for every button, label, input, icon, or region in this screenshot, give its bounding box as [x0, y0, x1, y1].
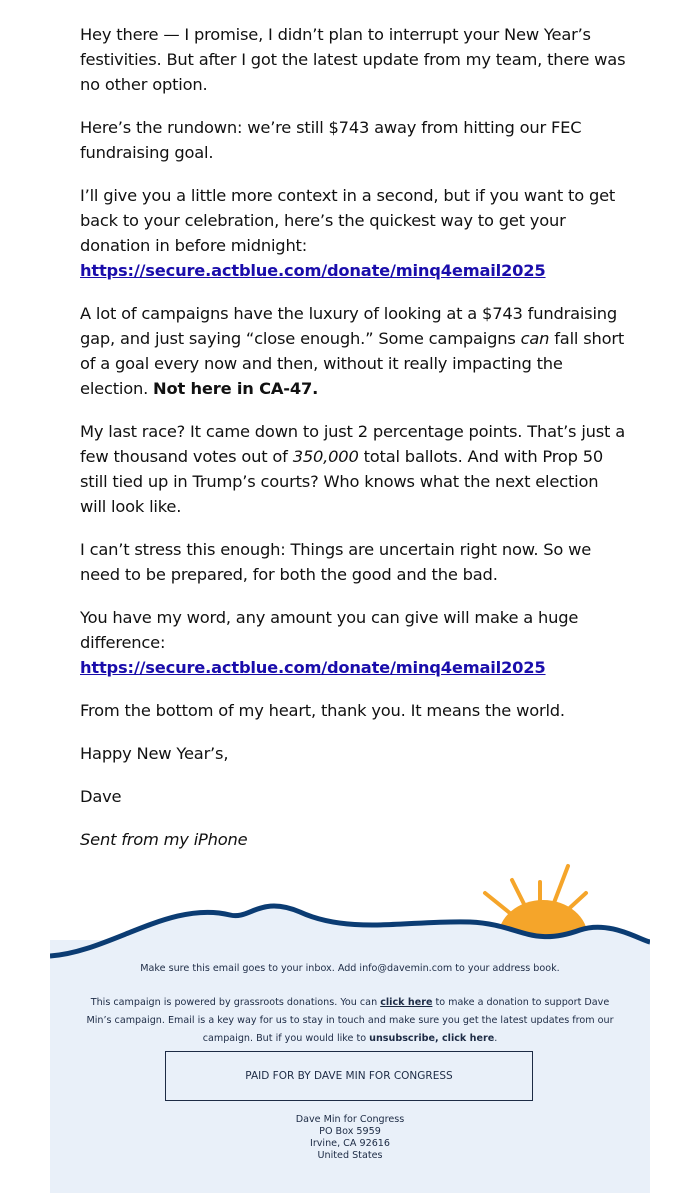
signoff: Happy New Year’s, — [80, 744, 229, 763]
paragraph-thanks: From the bottom of my heart, thank you. It means the world. — [80, 701, 565, 720]
address-line: United States — [317, 1150, 383, 1161]
emphasis-text: 350,000 — [292, 447, 359, 466]
paragraph-context — [80, 183, 628, 283]
paragraph-text: My last race? It came down to just 2 percentage points. That’s just a few thousand votes out of — [80, 422, 625, 466]
paragraph-rundown: Here’s the rundown: we’re still $743 away from hitting our FEC fundraising goal. — [80, 118, 582, 162]
paragraph-text: I’ll give you a little more context in a second, but if you want to get back to your celebration, here’s the quickest way to get your donation in before midnight: — [80, 186, 616, 255]
paragraph-text: fall short of a goal every now and then, without it really impacting the election. — [80, 329, 625, 398]
grassroots-note — [50, 994, 650, 1048]
donate-link[interactable]: https://secure.actblue.com/donate/minq4email2025 — [80, 261, 546, 280]
signature: Dave — [80, 787, 122, 806]
unsubscribe-link[interactable]: unsubscribe, click here — [369, 1033, 495, 1044]
footer-text-part: . — [494, 1033, 498, 1044]
paragraph-text: You have my word, any amount you can give will make a huge difference: — [80, 608, 579, 652]
paragraph-intro: Hey there — I promise, I didn’t plan to interrupt your New Year’s festivities. But after I got the latest update from my team, there was no other option. — [80, 25, 626, 94]
donate-link-2[interactable]: https://secure.actblue.com/donate/minq4email2025 — [80, 658, 546, 677]
address-line: Irvine, CA 92616 — [309, 1138, 391, 1149]
paragraph-word — [80, 605, 628, 680]
inbox-note: Make sure this email goes to your inbox. Add info@davemin.com to your address book. — [140, 963, 560, 974]
address-line: Dave Min for Congress — [295, 1114, 405, 1125]
paragraph-text: total ballots. And with Prop 50 still tied up in Trump’s courts? Who knows what the next election will look like. — [80, 447, 604, 516]
email-footer — [50, 860, 650, 1193]
footer-text — [50, 960, 650, 1064]
paid-for-text: PAID FOR BY DAVE MIN FOR CONGRESS — [245, 1070, 453, 1082]
address-line: PO Box 5959 — [319, 1126, 381, 1137]
sent-from-text: Sent from my iPhone — [80, 830, 248, 849]
wave-sun-illustration — [50, 860, 650, 970]
paragraph-text: A lot of campaigns have the luxury of looking at a $743 fundraising gap, and just saying “close enough.” Some campaigns — [80, 304, 618, 348]
donate-click-here-link[interactable]: click here — [380, 997, 433, 1008]
sent-from — [80, 827, 628, 852]
paragraph-campaigns — [80, 301, 628, 401]
paid-for-box — [165, 1051, 533, 1101]
paragraph-uncertain: I can’t stress this enough: Things are uncertain right now. So we need to be prepared, for both the good and the bad. — [80, 540, 592, 584]
paragraph-last-race — [80, 419, 628, 519]
email-body — [80, 22, 628, 870]
strong-text: Not here in CA-47. — [153, 379, 319, 398]
mailing-address — [50, 1114, 650, 1162]
footer-text-part: This campaign is powered by grassroots donations. You can — [90, 997, 381, 1008]
emphasis-text: can — [520, 329, 550, 348]
footer-text-part: to make a donation to support Dave Min’s campaign. Email is a key way for us to stay in touch and make sure you get the latest updates from our campaign. But if you would like to — [86, 997, 614, 1044]
